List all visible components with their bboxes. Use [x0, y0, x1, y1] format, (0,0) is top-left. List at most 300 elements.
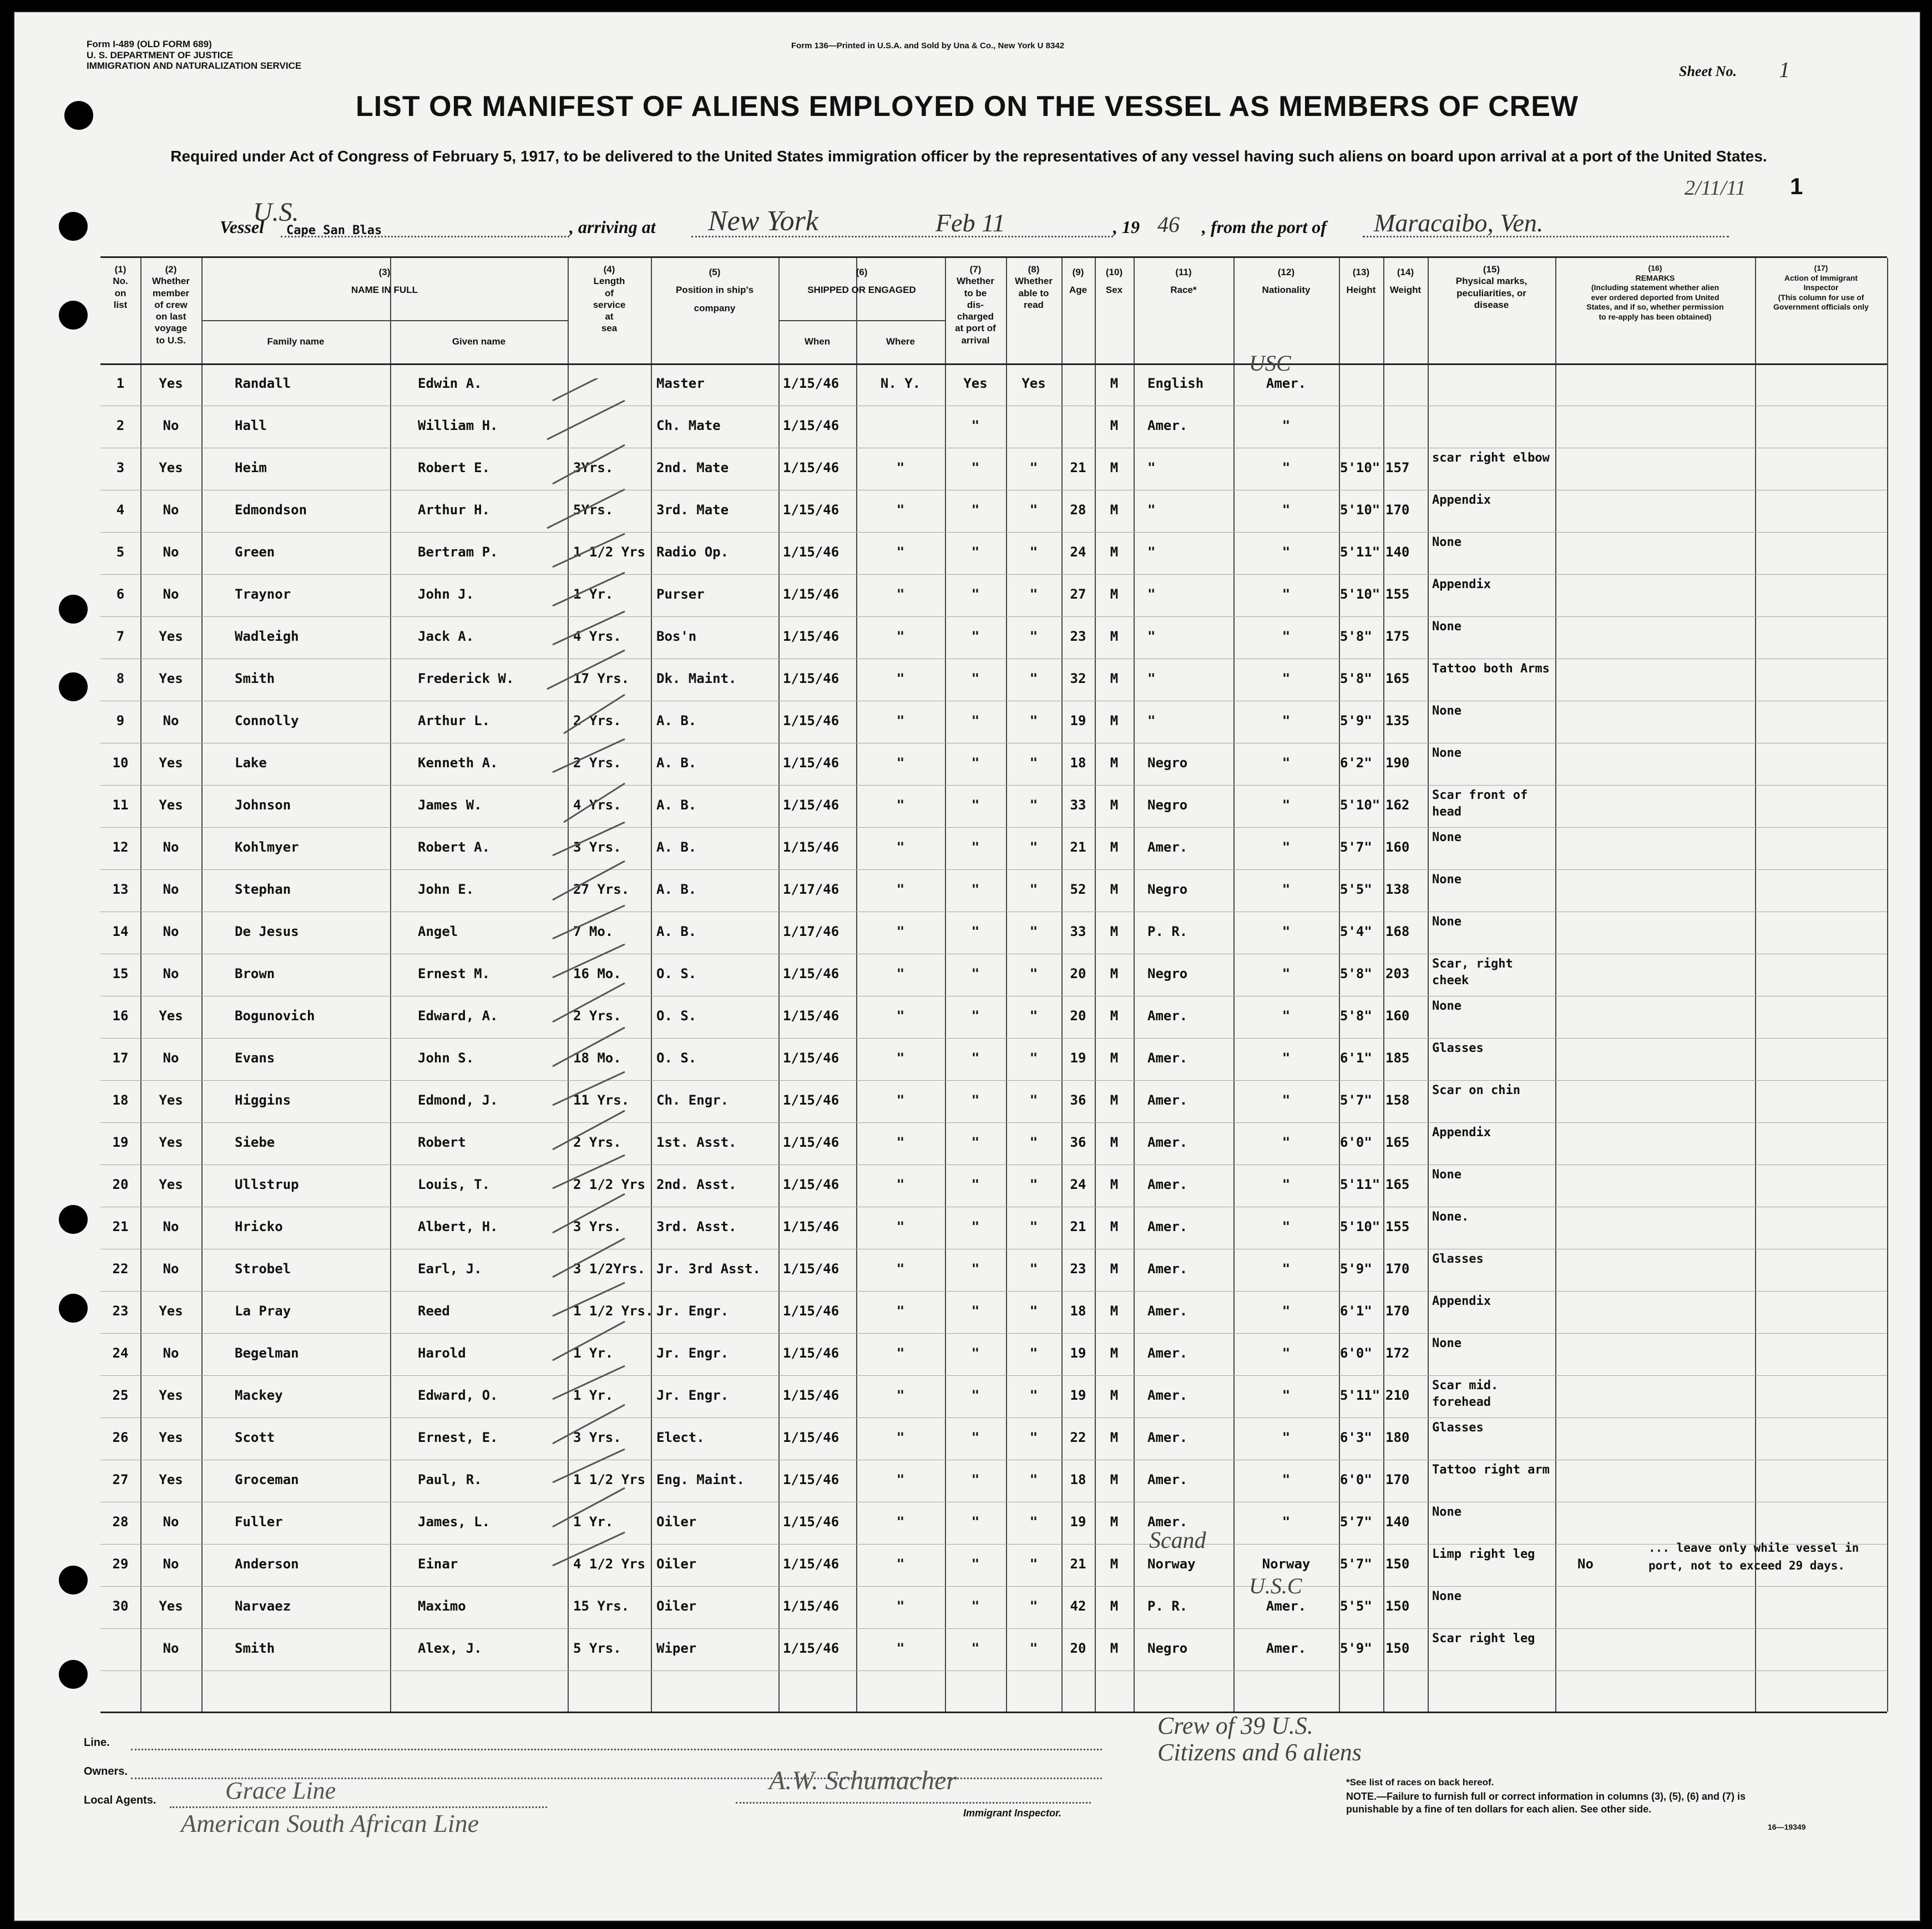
- cell-height: 6'0": [1340, 1135, 1372, 1150]
- races-note: *See list of races on back hereof.: [1346, 1777, 1494, 1788]
- cell-age: 20: [1070, 966, 1086, 981]
- cell-read: ": [1029, 1430, 1038, 1445]
- cell-given: Paul, R.: [418, 1472, 482, 1487]
- cell-given: Jack A.: [418, 629, 474, 644]
- col-given-name: Given name: [452, 336, 506, 347]
- cell-weight: 165: [1385, 1177, 1410, 1192]
- cell-nat: Amer.: [1266, 1598, 1307, 1614]
- cell-when: 1/15/46: [783, 1514, 839, 1530]
- cell-height: 5'11": [1340, 1177, 1380, 1192]
- sheet-no-label: Sheet No.: [1679, 63, 1737, 79]
- cell-age: 32: [1070, 671, 1086, 686]
- punch-hole: [59, 1660, 88, 1689]
- cell-disch: ": [971, 544, 980, 560]
- cell-sex: M: [1110, 797, 1119, 813]
- cell-where: ": [896, 713, 905, 728]
- cell-crew: No: [163, 502, 179, 518]
- cell-nat: ": [1282, 1261, 1291, 1277]
- cell-position: Eng. Maint.: [656, 1472, 745, 1487]
- cell-where: ": [896, 1556, 905, 1572]
- table-row: [100, 574, 1887, 617]
- table-row: [100, 1528, 1887, 1587]
- cell-sex: M: [1110, 1388, 1119, 1403]
- nationality-handwritten-note: U.S.C: [1249, 1573, 1302, 1598]
- cell-age: 19: [1070, 1514, 1086, 1530]
- cell-sex: M: [1110, 671, 1119, 686]
- cell-service: 5 Yrs.: [573, 1641, 621, 1656]
- cell-sex: M: [1110, 755, 1119, 771]
- cell-no: 4: [116, 502, 125, 518]
- cell-race: Amer.: [1147, 1008, 1188, 1024]
- table-row: [100, 1375, 1887, 1418]
- stamp-date: 2/11/11: [1685, 176, 1746, 200]
- cell-given: Arthur H.: [418, 502, 490, 518]
- table-row: [100, 869, 1887, 912]
- cell-read: ": [1029, 1008, 1038, 1024]
- cell-crew: No: [163, 418, 179, 433]
- cell-sex: M: [1110, 418, 1119, 433]
- cell-where: ": [896, 1514, 905, 1530]
- cell-disch: ": [971, 1135, 980, 1150]
- cell-sex: M: [1110, 924, 1119, 939]
- form-identifier: [87, 39, 301, 72]
- table-row: [100, 827, 1887, 870]
- table-row: [100, 1628, 1887, 1671]
- cell-sex: M: [1110, 1219, 1119, 1234]
- cell-sex: M: [1110, 1092, 1119, 1108]
- table-row: [100, 1333, 1887, 1376]
- cell-family: Bogunovich: [235, 1008, 315, 1024]
- cell-service: 3 Yrs.: [573, 839, 621, 855]
- cell-marks: Appendix: [1432, 493, 1491, 507]
- cell-when: 1/15/46: [783, 797, 839, 813]
- table-row: [100, 1460, 1887, 1502]
- cell-no: 8: [116, 671, 125, 686]
- col-height: (13) Height: [1346, 267, 1376, 296]
- cell-where: ": [896, 1008, 905, 1024]
- cell-marks: Tattoo both Arms: [1432, 662, 1550, 676]
- col-where: Where: [886, 336, 915, 347]
- cell-nat: ": [1282, 966, 1291, 981]
- cell-where: ": [896, 1092, 905, 1108]
- cell-height: 5'7": [1340, 1556, 1372, 1572]
- cell-marks: None: [1432, 746, 1461, 760]
- cell-given: James W.: [418, 797, 482, 813]
- cell-service: 1 1/2 Yrs: [573, 544, 646, 560]
- col-nationality: (12) Nationality: [1262, 267, 1311, 296]
- col-action: (17) Action of Immigrant Inspector (This column for use of Government officials only: [1773, 264, 1869, 311]
- cell-race: P. R.: [1147, 924, 1188, 939]
- cell-family: Hricko: [235, 1219, 283, 1234]
- cell-when: 1/15/46: [783, 1303, 839, 1319]
- cell-position: Jr. Engr.: [656, 1345, 729, 1361]
- cell-where: ": [896, 1303, 905, 1319]
- cell-disch: ": [971, 882, 980, 897]
- col-when: When: [804, 336, 831, 347]
- table-row: [100, 616, 1887, 659]
- cell-given: Harold: [418, 1345, 466, 1361]
- cell-position: Oiler: [656, 1514, 697, 1530]
- cell-no: 1: [116, 376, 125, 391]
- cell-service: 3 1/2Yrs.: [573, 1261, 646, 1277]
- cell-weight: 170: [1385, 1472, 1410, 1487]
- local-agents-label: Local Agents.: [84, 1794, 156, 1806]
- cell-given: William H.: [418, 418, 498, 433]
- cell-when: 1/15/46: [783, 1135, 839, 1150]
- punch-hole: [59, 301, 88, 330]
- cell-given: James, L.: [418, 1514, 490, 1530]
- vessel-prefix: U.S.: [253, 198, 299, 227]
- cell-remarks: No: [1577, 1556, 1594, 1572]
- cell-position: Oiler: [656, 1556, 697, 1572]
- cell-sex: M: [1110, 586, 1119, 602]
- cell-disch: ": [971, 1261, 980, 1277]
- cell-family: Heim: [235, 460, 267, 475]
- table-row: [100, 743, 1887, 786]
- cell-no: 19: [112, 1135, 129, 1150]
- cell-marks: None: [1432, 704, 1461, 718]
- cell-service: 2 Yrs.: [573, 1008, 621, 1024]
- department-name: U. S. DEPARTMENT OF JUSTICE: [87, 49, 234, 60]
- col-read: (8) Whether able to read: [1015, 264, 1053, 310]
- cell-disch: ": [971, 1388, 980, 1403]
- cell-age: 19: [1070, 1345, 1086, 1361]
- line-label: Line.: [84, 1736, 110, 1749]
- cell-race: Negro: [1147, 1641, 1188, 1656]
- col-remarks: (16) REMARKS (Including statement whether alien ever ordered deported from United States, and if so, whether permission to re-apply has been obtained): [1586, 264, 1724, 321]
- cell-where: ": [896, 1472, 905, 1487]
- cell-given: Reed: [418, 1303, 450, 1319]
- cell-position: A. B.: [656, 797, 697, 813]
- cell-height: 5'8": [1340, 629, 1372, 644]
- cell-when: 1/15/46: [783, 502, 839, 518]
- cell-sex: M: [1110, 629, 1119, 644]
- cell-family: De Jesus: [235, 924, 299, 939]
- cell-nat: ": [1282, 924, 1291, 939]
- cell-read: ": [1029, 1388, 1038, 1403]
- cell-age: 19: [1070, 713, 1086, 728]
- cell-race: ": [1147, 671, 1156, 686]
- cell-height: 5'7": [1340, 1514, 1372, 1530]
- cell-height: 6'0": [1340, 1345, 1372, 1361]
- cell-crew: Yes: [159, 629, 183, 644]
- cell-no: 13: [112, 882, 129, 897]
- cell-service: 3 Yrs.: [573, 1219, 621, 1234]
- table-row: [100, 351, 1887, 406]
- cell-weight: 157: [1385, 460, 1410, 475]
- cell-service: 2 Yrs.: [573, 1135, 621, 1150]
- cell-nat: ": [1282, 839, 1291, 855]
- inspector-signature: A.W. Schumacher: [769, 1766, 957, 1795]
- cell-position: A. B.: [656, 924, 697, 939]
- cell-disch: ": [971, 966, 980, 981]
- cell-family: Traynor: [235, 586, 291, 602]
- cell-weight: 150: [1385, 1641, 1410, 1656]
- cell-given: Ernest M.: [418, 966, 490, 981]
- cell-family: Scott: [235, 1430, 275, 1445]
- cell-family: Hall: [235, 418, 267, 433]
- cell-marks: None: [1432, 1505, 1461, 1519]
- cell-crew: Yes: [159, 1388, 183, 1403]
- cell-race: ": [1147, 713, 1156, 728]
- cell-no: 2: [116, 418, 125, 433]
- cell-race: Amer.: [1147, 1219, 1188, 1234]
- cell-family: Edmondson: [235, 502, 307, 518]
- cell-family: Siebe: [235, 1135, 275, 1150]
- table-row: [100, 1417, 1887, 1460]
- table-row: [100, 996, 1887, 1039]
- form-number: Form I-489 (OLD FORM 689): [87, 39, 212, 49]
- arrival-date: Feb 11: [935, 209, 1005, 237]
- page-title: LIST OR MANIFEST OF ALIENS EMPLOYED ON THE VESSEL AS MEMBERS OF CREW: [356, 90, 1579, 123]
- cell-marks: Appendix: [1432, 578, 1491, 591]
- cell-weight: 210: [1385, 1388, 1410, 1403]
- cell-given: Frederick W.: [418, 671, 514, 686]
- cell-where: ": [896, 924, 905, 939]
- cell-weight: 185: [1385, 1050, 1410, 1066]
- cell-service: 18 Mo.: [573, 1050, 621, 1066]
- cell-marks: Scar mid. forehead: [1432, 1379, 1499, 1409]
- cell-disch: ": [971, 713, 980, 728]
- col-service: (4) Length of service at sea: [593, 264, 626, 334]
- cell-crew: Yes: [159, 1430, 183, 1445]
- cell-service: 2 1/2 Yrs: [573, 1177, 646, 1192]
- cell-given: Einar: [418, 1556, 458, 1572]
- cell-weight: 172: [1385, 1345, 1410, 1361]
- cell-given: Angel: [418, 924, 458, 939]
- service-name: IMMIGRATION AND NATURALIZATION SERVICE: [87, 60, 302, 72]
- cell-age: 21: [1070, 1219, 1086, 1234]
- from-port-value: Maracaibo, Ven.: [1374, 209, 1544, 237]
- cell-height: 5'10": [1340, 1219, 1380, 1234]
- cell-no: 15: [112, 966, 129, 981]
- cell-marks: scar right elbow: [1432, 451, 1550, 465]
- cell-race: Amer.: [1147, 1135, 1188, 1150]
- cell-sex: M: [1110, 1514, 1119, 1530]
- cell-nat: ": [1282, 1472, 1291, 1487]
- table-row: [100, 701, 1887, 743]
- table-row: [100, 1122, 1887, 1165]
- cell-crew: Yes: [159, 1472, 183, 1487]
- cell-sex: M: [1110, 1135, 1119, 1150]
- cell-no: 21: [112, 1219, 129, 1234]
- cell-given: Kenneth A.: [418, 755, 498, 771]
- cell-family: Groceman: [235, 1472, 299, 1487]
- cell-age: 18: [1070, 755, 1086, 771]
- cell-position: 1st. Asst.: [656, 1135, 737, 1150]
- cell-where: ": [896, 1219, 905, 1234]
- cell-family: Fuller: [235, 1514, 283, 1530]
- cell-age: 27: [1070, 586, 1086, 602]
- cell-where: ": [896, 1598, 905, 1614]
- cell-age: 19: [1070, 1388, 1086, 1403]
- cell-height: 5'9": [1340, 1641, 1372, 1656]
- cell-family: Narvaez: [235, 1598, 291, 1614]
- cell-where: ": [896, 882, 905, 897]
- cell-age: 33: [1070, 924, 1086, 939]
- cell-disch: ": [971, 1303, 980, 1319]
- cell-no: 9: [116, 713, 125, 728]
- cell-no: 26: [112, 1430, 129, 1445]
- cell-given: Alex, J.: [418, 1641, 482, 1656]
- cell-weight: 158: [1385, 1092, 1410, 1108]
- cell-when: 1/15/46: [783, 1430, 839, 1445]
- cell-position: A. B.: [656, 713, 697, 728]
- cell-no: 18: [112, 1092, 129, 1108]
- punch-hole: [59, 595, 88, 624]
- cell-height: 6'1": [1340, 1050, 1372, 1066]
- cell-nat: ": [1282, 797, 1291, 813]
- vessel-label: Vessel: [220, 217, 264, 237]
- cell-position: O. S.: [656, 966, 697, 981]
- cell-service: 17 Yrs.: [573, 671, 630, 686]
- cell-when: 1/15/46: [783, 671, 839, 686]
- cell-when: 1/15/46: [783, 1641, 839, 1656]
- cell-disch: ": [971, 839, 980, 855]
- cell-no: 3: [116, 460, 125, 475]
- cell-sex: M: [1110, 1345, 1119, 1361]
- cell-service: 4 1/2 Yrs: [573, 1556, 646, 1572]
- cell-no: 14: [112, 924, 129, 939]
- cell-no: 25: [112, 1388, 129, 1403]
- cell-weight: 160: [1385, 839, 1410, 855]
- vessel-line: [220, 198, 1729, 240]
- cell-height: 5'8": [1340, 671, 1372, 686]
- cell-crew: Yes: [159, 1092, 183, 1108]
- cell-disch: ": [971, 924, 980, 939]
- cell-service: 5Yrs.: [573, 502, 614, 518]
- cell-nat: ": [1282, 755, 1291, 771]
- cell-crew: No: [163, 1345, 179, 1361]
- cell-disch: ": [971, 1219, 980, 1234]
- cell-marks: None: [1432, 831, 1461, 844]
- cell-crew: Yes: [159, 1008, 183, 1024]
- cell-weight: 165: [1385, 1135, 1410, 1150]
- cell-marks: None: [1432, 873, 1461, 887]
- cell-height: 5'5": [1340, 882, 1372, 897]
- cell-family: La Pray: [235, 1303, 291, 1319]
- cell-marks: None: [1432, 915, 1461, 929]
- cell-when: 1/15/46: [783, 544, 839, 560]
- table-row: [100, 1080, 1887, 1123]
- cell-marks: Scar front of head: [1432, 788, 1528, 819]
- cell-where: ": [896, 460, 905, 475]
- cell-crew: No: [163, 544, 179, 560]
- col-weight: (14) Weight: [1389, 267, 1422, 296]
- cell-where: ": [896, 797, 905, 813]
- cell-position: 3rd. Asst.: [656, 1219, 737, 1234]
- cell-height: 5'11": [1340, 544, 1380, 560]
- cell-disch: ": [971, 1050, 980, 1066]
- cell-disch: ": [971, 586, 980, 602]
- cell-read: ": [1029, 1219, 1038, 1234]
- cell-sex: M: [1110, 1177, 1119, 1192]
- cell-no: 30: [112, 1598, 129, 1614]
- cell-age: 18: [1070, 1472, 1086, 1487]
- cell-sex: M: [1110, 1472, 1119, 1487]
- cell-height: 5'10": [1340, 460, 1380, 475]
- cell-read: Yes: [1021, 376, 1046, 391]
- table-row: [100, 532, 1887, 575]
- form-code: 16—19349: [1768, 1822, 1806, 1831]
- cell-family: Green: [235, 544, 275, 560]
- cell-family: Kohlmyer: [235, 839, 299, 855]
- cell-position: Bos'n: [656, 629, 697, 644]
- cell-position: Wiper: [656, 1641, 697, 1656]
- cell-race: Amer.: [1147, 1472, 1188, 1487]
- crew-count-note: Crew of 39 U.S. Citizens and 6 aliens: [1157, 1712, 1362, 1766]
- cell-age: 36: [1070, 1135, 1086, 1150]
- cell-given: Robert A.: [418, 839, 490, 855]
- cell-service: 2 Yrs.: [573, 755, 621, 771]
- cell-when: 1/15/46: [783, 629, 839, 644]
- cell-when: 1/15/46: [783, 966, 839, 981]
- cell-race: Negro: [1147, 755, 1188, 771]
- cell-weight: 170: [1385, 502, 1410, 518]
- cell-position: O. S.: [656, 1050, 697, 1066]
- cell-race: ": [1147, 629, 1156, 644]
- cell-height: 6'1": [1340, 1303, 1372, 1319]
- cell-family: Anderson: [235, 1556, 299, 1572]
- cell-no: 20: [112, 1177, 129, 1192]
- cell-read: ": [1029, 544, 1038, 560]
- cell-disch: Yes: [963, 376, 988, 391]
- cell-given: Edward, A.: [418, 1008, 498, 1024]
- cell-no: 16: [112, 1008, 129, 1024]
- cell-when: 1/15/46: [783, 1219, 839, 1234]
- cell-service: 1 1/2 Yrs.: [573, 1303, 654, 1319]
- table-header: [100, 258, 1887, 365]
- cell-position: Master: [656, 376, 705, 391]
- cell-disch: ": [971, 629, 980, 644]
- cell-when: 1/15/46: [783, 1050, 839, 1066]
- cell-height: 5'10": [1340, 502, 1380, 518]
- cell-weight: 150: [1385, 1556, 1410, 1572]
- cell-position: A. B.: [656, 839, 697, 855]
- cell-family: Evans: [235, 1050, 275, 1066]
- cell-sex: M: [1110, 1303, 1119, 1319]
- cell-marks: None.: [1432, 1210, 1469, 1224]
- cell-where: ": [896, 629, 905, 644]
- cell-crew: No: [163, 1219, 179, 1234]
- cell-sex: M: [1110, 1556, 1119, 1572]
- cell-crew: No: [163, 882, 179, 897]
- table-row: [100, 1573, 1887, 1629]
- cell-service: 4 Yrs.: [573, 629, 621, 644]
- cell-when: 1/15/46: [783, 1261, 839, 1277]
- cell-when: 1/15/46: [783, 755, 839, 771]
- cell-weight: 170: [1385, 1303, 1410, 1319]
- cell-disch: ": [971, 671, 980, 686]
- cell-service: 1 Yr.: [573, 1345, 614, 1361]
- cell-family: Connolly: [235, 713, 299, 728]
- cell-weight: 138: [1385, 882, 1410, 897]
- cell-read: ": [1029, 460, 1038, 475]
- cell-where: ": [896, 1177, 905, 1192]
- cell-crew: Yes: [159, 1598, 183, 1614]
- cell-service: 3Yrs.: [573, 460, 614, 475]
- cell-height: 5'7": [1340, 1092, 1372, 1108]
- cell-position: Radio Op.: [656, 544, 729, 560]
- cell-race: Norway: [1147, 1556, 1196, 1572]
- table-row: [100, 1502, 1887, 1545]
- cell-service: 4 Yrs.: [573, 797, 621, 813]
- cell-age: 23: [1070, 1261, 1086, 1277]
- cell-disch: ": [971, 797, 980, 813]
- cell-read: ": [1029, 1345, 1038, 1361]
- cell-crew: No: [163, 1514, 179, 1530]
- cell-nat: ": [1282, 1050, 1291, 1066]
